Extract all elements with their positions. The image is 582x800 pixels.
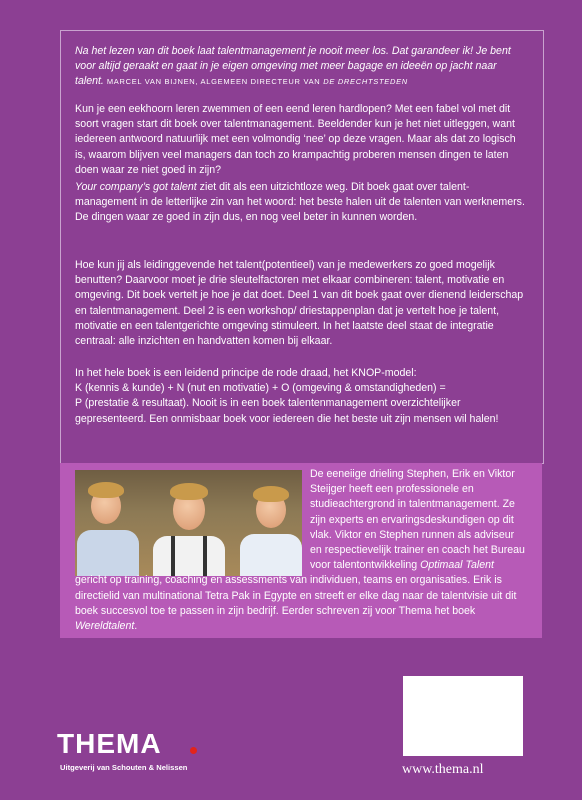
quote-text: Na het lezen van dit boek laat talentmanagement je nooit meer los. Dat garandeer ik! Je bent voor altijd geraakt en gaat in je eigen omgeving met meer bagage en ideeën op jacht naar talent. bbox=[75, 45, 511, 88]
logo-dot-icon bbox=[190, 747, 197, 754]
publisher-logo bbox=[57, 728, 188, 772]
company-name: Optimaal Talent bbox=[420, 559, 494, 572]
quote-attribution: MARCEL VAN BIJNEN, ALGEMEEN DIRECTEUR VAN DE DRECHTSTEDEN bbox=[106, 77, 408, 87]
previous-book-title: Wereldtalent bbox=[75, 620, 135, 633]
barcode-area bbox=[403, 676, 523, 756]
publisher-tagline: Uitgeverij van Schouten & Nelissen bbox=[60, 763, 188, 772]
author-bio: De eeneiige drieling Stephen, Erik en Viktor Steijger heeft een professionele en studieachtergrond in talentmanagement. Ze zijn experts en ervaringsdeskundigen op dit vlak. Viktor en Stephen runnen als adviseur en respectievelijk trainer en coach het Bureau voor talentontwikkeling Optimaal Talent gericht op training, coaching en assessments van individuen, teams en organisaties. Erik is directielid van multinational Tetra Pak in Egypte en streeft er elke dag naar de talentvisie uit dit boek succesvol toe te passen in zijn bedrijf. Eerder schreven zij voor Thema het boek Wereldtalent. bbox=[75, 468, 525, 633]
structure-paragraph: Hoe kun jij als leidinggevende het talent(potentieel) van je medewerkers zo goed mogelijk benutten? Daarvoor moet je drie sleutelfactoren met elkaar combineren: talent, motivatie en omgeving. Dit boek vertelt je hoe je dat doet. Deel 1 van dit boek gaat over dienend leiderschap en talentmanagement. Deel 2 is een workshop/ driestappenplan dat je vertelt hoe je talent, motivatie en een talentgerichte omgeving stimuleert. In het laatste deel staat de integratie centraal: alle inzichten en handvatten komen bij elkaar. bbox=[75, 259, 524, 348]
logo-wordmark: THEMA bbox=[57, 728, 162, 759]
endorsement-quote bbox=[75, 44, 525, 90]
publisher-website: www.thema.nl bbox=[402, 762, 484, 777]
concept-paragraph: Your company’s got talent ziet dit als een uitzichtloze weg. Dit boek gaat over talent-management in de letterlijke zin van het woord: het beste halen uit de talenten van werknemers. De dingen waar ze goed in zijn dus, en nog veel beter in kunnen worden. bbox=[75, 181, 525, 224]
knop-model-paragraph: In het hele boek is een leidend principe de rode draad, het KNOP-model: K (kennis & kunde) + N (nut en motivatie) + O (omgeving & omstandigheden) = P (prestatie & resultaat). Nooit is in een boek talentenmanagement overzichtelijker gepresenteerd. Een onmisbaar boek voor iedereen die het beste uit zijn mensen wil halen! bbox=[75, 367, 499, 425]
book-title: Your company’s got talent bbox=[75, 181, 197, 193]
intro-paragraph: Kun je een eekhoorn leren zwemmen of een eend leren hardlopen? Met een fabel vol met dit soort vragen start dit boek over talentmanagement. Beeldender kun je het niet uitleggen, want iedereen antwoord natuurlijk met een volmondig ‘nee’ op deze vragen. Maar als dat zo logisch is, waarom blijven veel managers dan toch zo krampachtig proberen mensen dingen te laten doen waar ze niet goed in zijn? bbox=[75, 103, 516, 176]
